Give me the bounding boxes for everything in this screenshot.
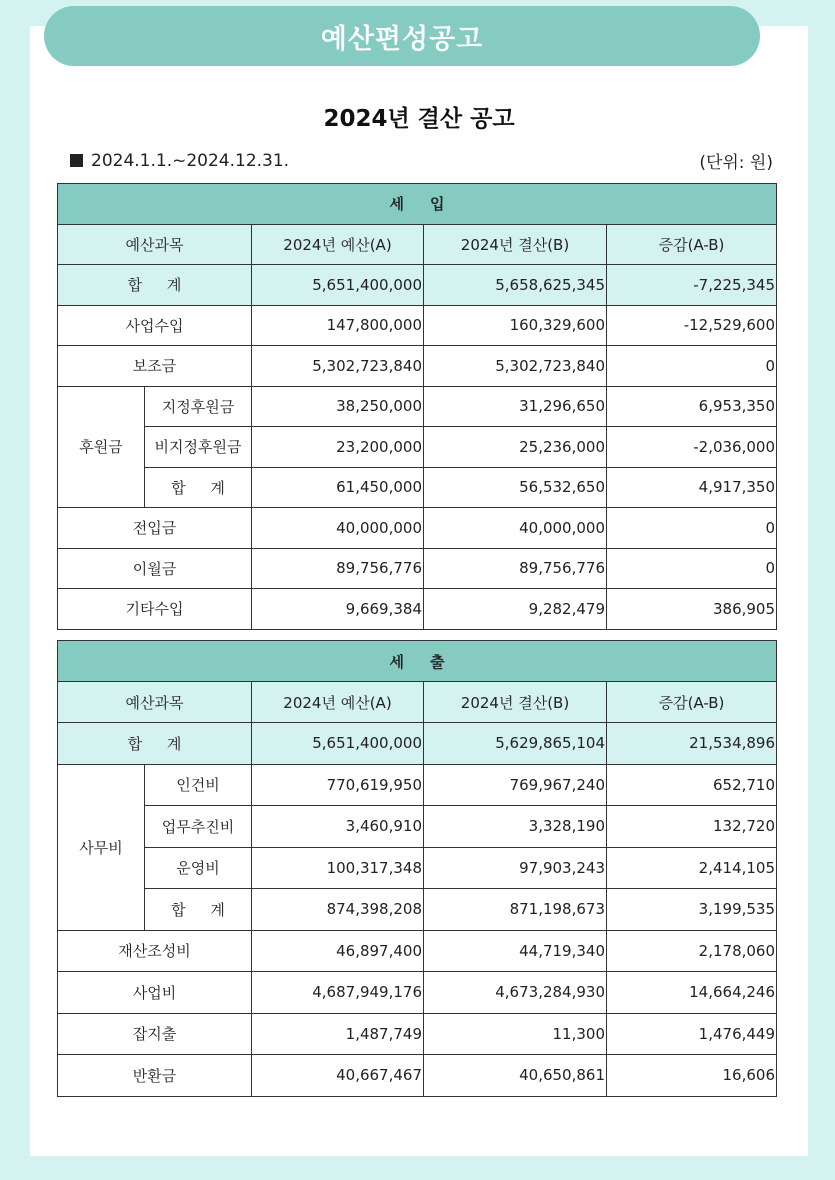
table-row [58,386,777,427]
settlement-cell: 160,329,600 [424,305,607,346]
settlement-cell: 44,719,340 [424,930,607,972]
row-label: 운영비 [145,847,252,889]
budget-cell: 1,487,749 [252,1013,424,1055]
diff-cell: 21,534,896 [607,723,777,765]
row-label: 사업비 [58,972,252,1014]
table-row [58,467,777,508]
settlement-cell: 4,673,284,930 [424,972,607,1014]
row-label: 기타수입 [58,589,252,630]
settlement-cell: 25,236,000 [424,427,607,468]
diff-cell: -7,225,345 [607,265,777,306]
budget-cell: 40,000,000 [252,508,424,549]
row-label: 지정후원금 [145,386,252,427]
table-row [58,427,777,468]
column-header: 2024년 결산(B) [424,682,607,723]
column-header: 예산과목 [58,682,252,723]
diff-cell: 1,476,449 [607,1013,777,1055]
income-section-header [58,184,777,225]
budget-cell: 38,250,000 [252,386,424,427]
period [70,148,289,173]
budget-cell: 100,317,348 [252,847,424,889]
row-label: 합 계 [145,889,252,931]
settlement-cell: 40,000,000 [424,508,607,549]
diff-cell: 132,720 [607,806,777,848]
diff-cell: 2,414,105 [607,847,777,889]
row-label: 재산조성비 [58,930,252,972]
diff-cell: 652,710 [607,764,777,806]
budget-cell: 3,460,910 [252,806,424,848]
diff-cell: 14,664,246 [607,972,777,1014]
income-column-header [58,224,777,265]
settlement-cell: 31,296,650 [424,386,607,427]
settlement-cell: 11,300 [424,1013,607,1055]
budget-cell: 46,897,400 [252,930,424,972]
diff-cell: 0 [607,548,777,589]
settlement-cell: 5,658,625,345 [424,265,607,306]
settlement-cell: 9,282,479 [424,589,607,630]
settlement-cell: 40,650,861 [424,1055,607,1097]
budget-cell: 5,302,723,840 [252,346,424,387]
table-row [58,889,777,931]
budget-cell: 61,450,000 [252,467,424,508]
group-label: 사무비 [58,764,145,930]
row-label: 합 계 [145,467,252,508]
table-row [58,930,777,972]
row-label: 전입금 [58,508,252,549]
column-header: 2024년 결산(B) [424,224,607,265]
budget-cell: 40,667,467 [252,1055,424,1097]
subheader [70,148,773,173]
table-row [58,972,777,1014]
column-header: 2024년 예산(A) [252,682,424,723]
table-row [58,508,777,549]
income-table [57,183,777,630]
row-label: 사업수입 [58,305,252,346]
unit-label: (단위: 원) [699,153,773,173]
table-row [58,548,777,589]
column-header: 증감(A-B) [607,224,777,265]
diff-cell: 0 [607,346,777,387]
diff-cell: 3,199,535 [607,889,777,931]
budget-cell: 89,756,776 [252,548,424,589]
section-title: 세출 [58,641,777,682]
diff-cell: 2,178,060 [607,930,777,972]
table-row [58,764,777,806]
settlement-cell: 89,756,776 [424,548,607,589]
table-row [58,589,777,630]
diff-cell: 6,953,350 [607,386,777,427]
banner-title: 예산편성공고 [44,6,760,66]
group-label: 후원금 [58,386,145,508]
diff-cell: 16,606 [607,1055,777,1097]
row-label: 업무추진비 [145,806,252,848]
budget-cell: 770,619,950 [252,764,424,806]
settlement-cell: 56,532,650 [424,467,607,508]
table-row [58,346,777,387]
expense-table [57,640,777,1097]
row-label: 반환금 [58,1055,252,1097]
expense-section-header [58,641,777,682]
settlement-cell: 871,198,673 [424,889,607,931]
column-header: 증감(A-B) [607,682,777,723]
diff-cell: 0 [607,508,777,549]
table-row [58,847,777,889]
table-row [58,806,777,848]
settlement-cell: 3,328,190 [424,806,607,848]
row-label: 합 계 [58,265,252,306]
diff-cell: 386,905 [607,589,777,630]
row-label: 합 계 [58,723,252,765]
row-label: 인건비 [145,764,252,806]
section-title: 세입 [58,184,777,225]
settlement-cell: 5,629,865,104 [424,723,607,765]
table-row [58,305,777,346]
budget-cell: 874,398,208 [252,889,424,931]
budget-cell: 147,800,000 [252,305,424,346]
expense-column-header [58,682,777,723]
settlement-cell: 5,302,723,840 [424,346,607,387]
settlement-cell: 97,903,243 [424,847,607,889]
table-row [58,1013,777,1055]
column-header: 예산과목 [58,224,252,265]
diff-cell: 4,917,350 [607,467,777,508]
budget-cell: 5,651,400,000 [252,723,424,765]
settlement-cell: 769,967,240 [424,764,607,806]
period-text: 2024.1.1.~2024.12.31. [91,150,290,171]
budget-cell: 5,651,400,000 [252,265,424,306]
expense-total-row [58,723,777,765]
diff-cell: -12,529,600 [607,305,777,346]
table-row [58,1055,777,1097]
budget-cell: 9,669,384 [252,589,424,630]
square-bullet-icon [70,154,83,167]
budget-cell: 23,200,000 [252,427,424,468]
page-title: 2024년 결산 공고 [323,106,515,132]
column-header: 2024년 예산(A) [252,224,424,265]
row-label: 잡지출 [58,1013,252,1055]
row-label: 이월금 [58,548,252,589]
row-label: 비지정후원금 [145,427,252,468]
row-label: 보조금 [58,346,252,387]
income-total-row [58,265,777,306]
budget-cell: 4,687,949,176 [252,972,424,1014]
diff-cell: -2,036,000 [607,427,777,468]
